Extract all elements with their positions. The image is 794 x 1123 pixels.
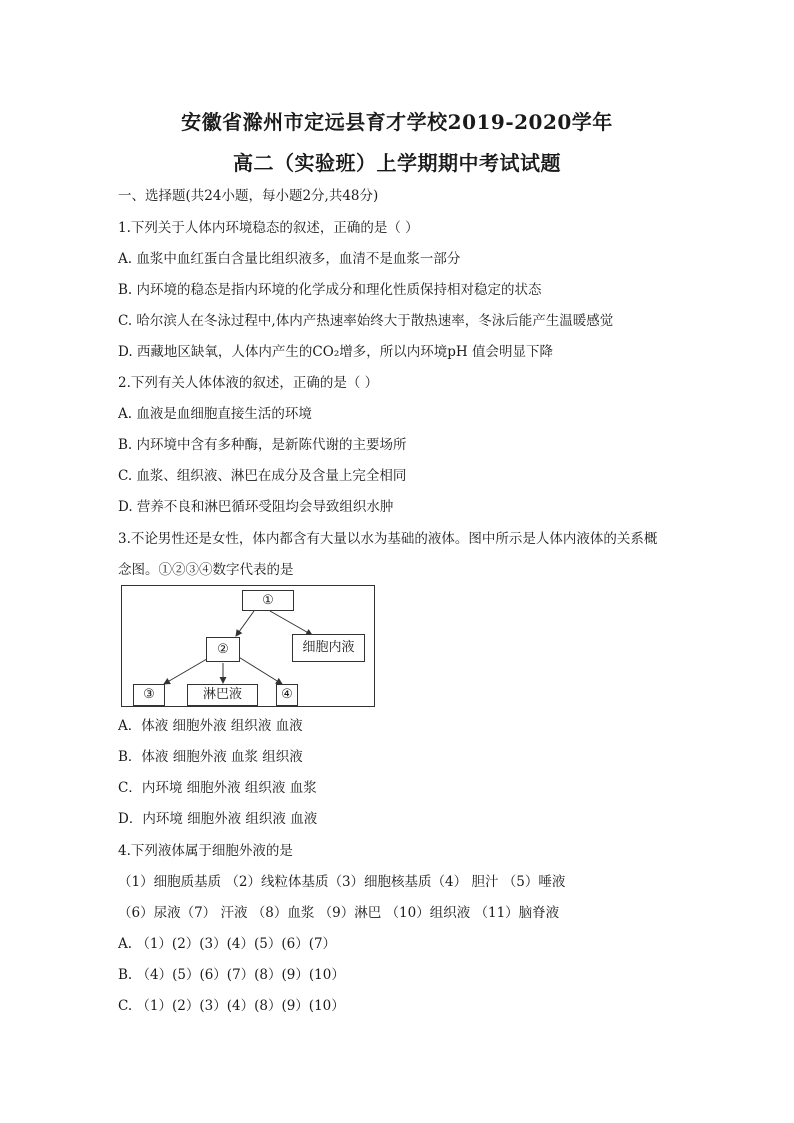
node-1: ① [242,590,294,611]
question-3-option-d: D．内环境 细胞外液 组织液 血液 [118,811,318,827]
node-4: ④ [276,684,298,706]
arrow-1-to-intracellular [270,611,312,635]
question-1-option-b: B. 内环境的稳态是指内环境的化学成分和理化性质保持相对稳定的状态 [118,282,542,298]
question-3-option-b: B．体液 细胞外液 血浆 组织液 [118,749,303,765]
question-4-items-line2: （6）尿液（7） 汗液 （8）血浆 （9）淋巴 （10）组织液 （11）脑脊液 [118,905,560,921]
question-3-stem-line2: 念图。①②③④数字代表的是 [118,562,294,578]
question-4-option-a: A. （1）(2）(3）(4）(5）(6）(7） [118,936,337,952]
question-2-option-a: A. 血液是血细胞直接生活的环境 [118,406,312,422]
question-4-stem: 4.下列液体属于细胞外液的是 [118,843,293,859]
section-heading: 一、选择题(共24小题，每小题2分,共48分) [118,188,379,204]
question-3-option-a: A．体液 细胞外液 组织液 血液 [118,718,303,734]
question-2-option-d: D. 营养不良和淋巴循环受阻均会导致组织水肿 [118,499,394,515]
body-fluid-concept-diagram [121,585,375,707]
arrow-1-to-2 [236,611,254,636]
document-title-line1: 安徽省滁州市定远县育才学校2019-2020学年 [181,110,613,134]
node-lymph: 淋巴液 [187,684,258,706]
question-1-stem: 1.下列关于人体内环境稳态的叙述，正确的是（ ） [118,220,419,236]
question-2-option-c: C. 血浆、组织液、淋巴在成分及含量上完全相同 [118,468,407,484]
question-4-option-b: B. （4）(5）(6）(7）(8）(9）(10） [118,967,345,983]
node-3: ③ [133,684,165,706]
question-4-option-c: C. （1）(2）(3）(4）(8）(9）(10） [118,998,345,1014]
question-1-option-c: C. 哈尔滨人在冬泳过程中,体内产热速率始终大于散热速率，冬泳后能产生温暖感觉 [118,313,614,329]
question-1-option-a: A. 血浆中血红蛋白含量比组织液多，血清不是血浆一部分 [118,251,461,267]
question-1-option-d: D. 西藏地区缺氧，人体内产生的CO₂增多，所以内环境pH 值会明显下降 [118,344,553,360]
question-2-stem: 2.下列有关人体体液的叙述，正确的是（ ） [118,375,379,391]
arrow-2-to-4 [237,656,282,684]
node-2: ② [206,637,240,662]
question-3-option-c: C．内环境 细胞外液 组织液 血浆 [118,780,317,796]
question-2-option-b: B. 内环境中含有多种酶，是新陈代谢的主要场所 [118,437,407,453]
node-intracellular-fluid: 细胞内液 [292,634,365,662]
arrow-2-to-3 [164,656,212,684]
question-3-stem-line1: 3.不论男性还是女性，体内都含有大量以水为基础的液体。图中所示是人体内液体的关系概 [118,531,658,547]
document-title-line2: 高二（实验班）上学期期中考试试题 [233,151,561,175]
question-4-items-line1: （1）细胞质基质 （2）线粒体基质（3）细胞核基质（4） 胆汁 （5）唾液 [118,874,566,890]
